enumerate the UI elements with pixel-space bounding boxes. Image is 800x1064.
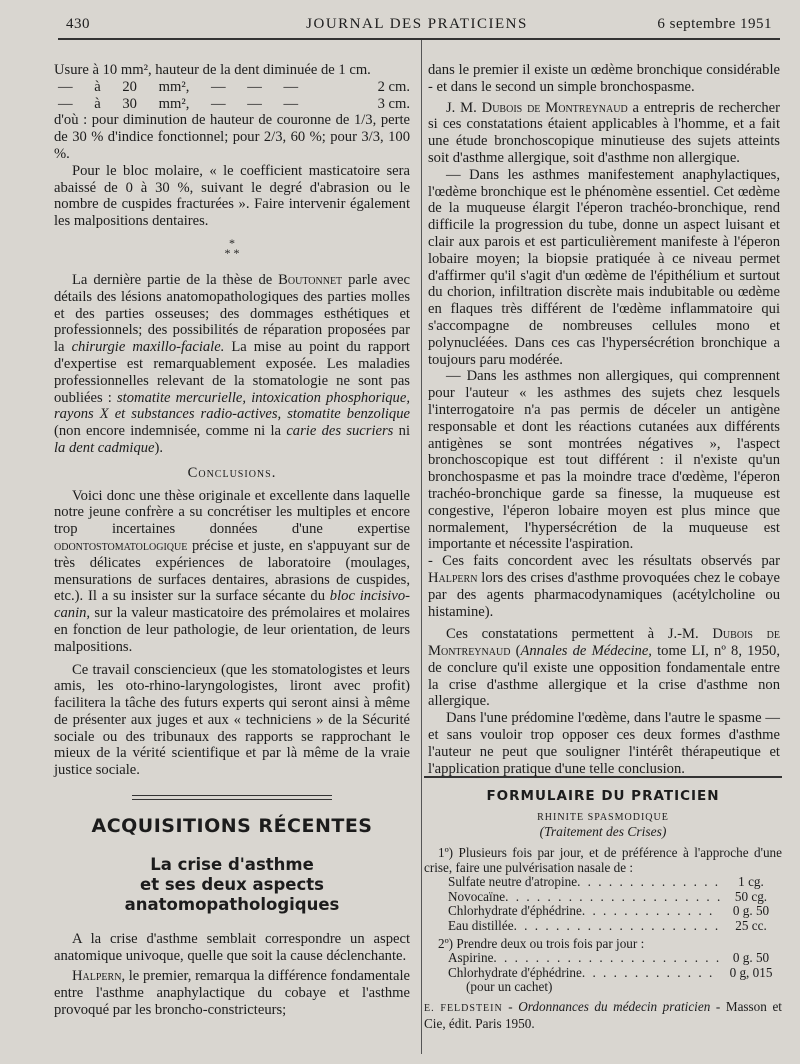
paragraph-dans: Dans l'une prédomine l'œdème, dans l'autre le spasme — et sans vouloir trop opposer ces deux formes d'asthme l'auteur ne peut que souligner l'intérêt thérapeutique et l'application pratique d'une telle conclusion. bbox=[428, 710, 780, 777]
issue-date: 6 septembre 1951 bbox=[657, 16, 772, 32]
conclusions-heading: Conclusions. bbox=[187, 464, 277, 481]
prescription-note: (pour un cachet) bbox=[466, 979, 553, 995]
usure-row: — à 30 mm², — — — 3 cm. bbox=[58, 95, 410, 112]
prescription-2-text: 2º) Prendre deux ou trois fois par jour : bbox=[438, 935, 645, 951]
prescription-1-text: 1º) Plusieurs fois par jour, et de préférence à l'approche d'une crise, faire une pulvérisation nasale de : bbox=[424, 845, 782, 875]
paragraph-derniere-partie: La dernière partie de la thèse de Boutonnet parle avec détails des lésions anatomopathologiques des parties molles et des parties osseuses; des dommages esthétiques et professionnels; des possibilités de réparation proposées par la chirurgie maxillo-faciale. La mise au point du rapport d'expertise est remarquablement exposée. Les maladies professionnelles relevant de la stomatologie ne sont pas oubliées : stomatite mercurielle, intoxication phosphorique, rayons X et substances radio-actives, stomatite benzolique (non encore indemnisée, comme ni la carie des sucriers ni la dent cadmique). bbox=[54, 271, 410, 456]
paragraph-halpern: Halpern, le premier, remarqua la différence fondamentale entre l'asthme anaphylactique du cobaye et l'asthme provoqué par les broncho-constricteurs; bbox=[54, 968, 410, 1019]
paragraph-faits: - Ces faits concordent avec les résultats observés par Halpern lors des crises d'asthme provoquées chez le cobaye par des agents pharmacodynamiques (acétylcholine ou histamine). bbox=[428, 553, 780, 620]
paragraph-bloc-molaire: Pour le bloc molaire, « le coefficient masticatoire sera abaissé de 0 à 30 %, suivant le degré d'abrasion ou le nombre de cuspides fracturées ». Faire intervenir également les malpositions dentaires. bbox=[54, 162, 410, 230]
paragraph-crise: A la crise d'asthme semblait correspondre un aspect anatomique univoque, quelle que soit la cause déclenchante. bbox=[54, 930, 410, 964]
usure-row: — à 20 mm², — — — 2 cm. bbox=[58, 78, 410, 95]
prescription-row: Sulfate neutre d'atropine . . . 1 cg. bbox=[424, 875, 782, 890]
journal-title: JOURNAL DES PRATICIENS bbox=[306, 16, 528, 32]
section-rule bbox=[132, 795, 332, 796]
prescription-row: Chlorhydrate d'éphédrine . . . 0 g, 015 bbox=[424, 966, 782, 981]
paragraph-constatations: Ces constatations permettent à J.-M. Dubois de Montreynaud (Annales de Médecine, tome LI, nº 8, 1950, de conclure qu'il existe une opposition fondamentale entre la crise d'asthme allergique et la crise d'asthme non allergique. bbox=[428, 626, 780, 710]
paragraph-non-allergiques: — Dans les asthmes non allergiques, qui comprennent pour l'auteur « les asthmes des sujets chez lesquels l'interrogatoire n'a pas permis de déceler un antigène responsable et dont les réactions cutanées aux différents antigènes se sont montrées négatives », l'aspect bronchoscopique est tout différent : il n'existe qu'un bronchospasme et pas la moindre trace d'œdème, l'éperon trachéo-bronchique garde sa finesse, la muqueuse est congestive, l'éperon lobaire moyen est plus mince que normalement, l'hypersécrétion de la muqueuse est importante et nécessite l'aspiration. bbox=[428, 368, 780, 553]
paragraph-anaphylactiques: — Dans les asthmes manifestement anaphylactiques, l'œdème bronchique est le phénomène essentiel. Cet œdème de la muqueuse élargit l'éperon trachéo-bronchique, rend difficile la progression du tube, donne un aspect luisant et clair aux parois et est particulièrement manifeste à l'éperon lobaire moyen; la biopsie pratiquée à ce niveau permet d'affirmer qu'il s'agit d'un œdème de l'épithélium et surtout du chorion, infiltration discrète mais indubitable ou œdème en flaques très différent de l'œdème inflammatoire qui s'accompagne de nombreuses cellules mono et polynucléées. Dans ces cas l'hypersécrétion bronchique a toujours paru modérée. bbox=[428, 166, 780, 368]
paragraph-continuation: dans le premier il existe un œdème bronchique considérable - et dans le second un simple bronchospasme. bbox=[428, 62, 780, 95]
formulaire-subtitle-2: (Traitement des Crises) bbox=[539, 824, 667, 839]
article-title: La crise d'asthme et ses deux aspects anatomopathologiques bbox=[124, 854, 340, 914]
formulaire-subtitle: RHINITE SPASMODIQUE bbox=[537, 812, 669, 823]
section-rule bbox=[132, 799, 332, 800]
formulaire-reference: E. FELDSTEIN - Ordonnances du médecin praticien - Masson et Cie, édit. Paris 1950. bbox=[424, 998, 782, 1031]
prescription-row: Novocaïne . . . 50 cg. bbox=[424, 890, 782, 905]
formulaire-box bbox=[424, 776, 782, 1031]
paragraph-travail: Ce travail consciencieux (que les stomatologistes et leurs amis, les oto-rhino-laryngologistes, liront avec profit) facilitera la tâche des futurs experts qui seront ainsi à même de présenter aux juges et aux « techniciens » de la Sécurité sociale ou des tribunaux des rapports se rapprochant le mieux de la vérité scientifique et par là même de la vraie justice sociale. bbox=[54, 661, 410, 779]
right-column bbox=[428, 62, 780, 777]
prescription-row: Eau distillée . . . 25 cc. bbox=[424, 919, 782, 934]
usure-row: Usure à 10 mm², hauteur de la dent diminuée de 1 cm. bbox=[54, 62, 371, 78]
paragraph-dou: d'où : pour diminution de hauteur de couronne de 1/3, perte de 30 % d'indice fonctionnel; pour 2/3, 60 %; pour 3/3, 100 %. bbox=[54, 112, 410, 162]
usure-table bbox=[54, 62, 410, 112]
column-divider bbox=[421, 40, 422, 1054]
page-header bbox=[54, 12, 780, 36]
paragraph-dubois: J. M. Dubois de Montreynaud a entrepris de rechercher si ces constatations étaient applicables à l'homme, et a fait une étude bronchoscopique minutieuse des sujets atteints soit d'asthme allergique, soit d'asthme non allergique. bbox=[428, 99, 780, 166]
paragraph-voici: Voici donc une thèse originale et excellente dans laquelle notre jeune confrère a su concrétiser les multiples et encore trop incertaines données d'une expertise odontostomatologique précise et juste, en s'appuyant sur de très délicates expériences de laboratoire (moulages, mensurations de surfaces dentaires, abrasions de cuspides, etc.). Il a su insister sur la surface sécante du bloc incisivo-canin, sur la valeur masticatoire des prémolaires et molaires en fonction de leur pathologie, de leur orientation, de leurs malpositions. bbox=[54, 487, 410, 655]
page-number: 430 bbox=[66, 16, 90, 32]
header-rule bbox=[58, 38, 780, 40]
author-name: Boutonnet bbox=[278, 271, 343, 288]
left-column bbox=[54, 62, 410, 1019]
prescription-row: Chlorhydrate d'éphédrine . . . 0 g. 50 bbox=[424, 904, 782, 919]
prescription-row: Aspirine . . . 0 g. 50 bbox=[424, 951, 782, 966]
formulaire-title: FORMULAIRE DU PRATICIEN bbox=[486, 788, 720, 804]
acquisitions-heading: ACQUISITIONS RÉCENTES bbox=[91, 815, 373, 838]
section-stars: * * * bbox=[224, 235, 240, 260]
formulaire-body bbox=[424, 846, 782, 1031]
